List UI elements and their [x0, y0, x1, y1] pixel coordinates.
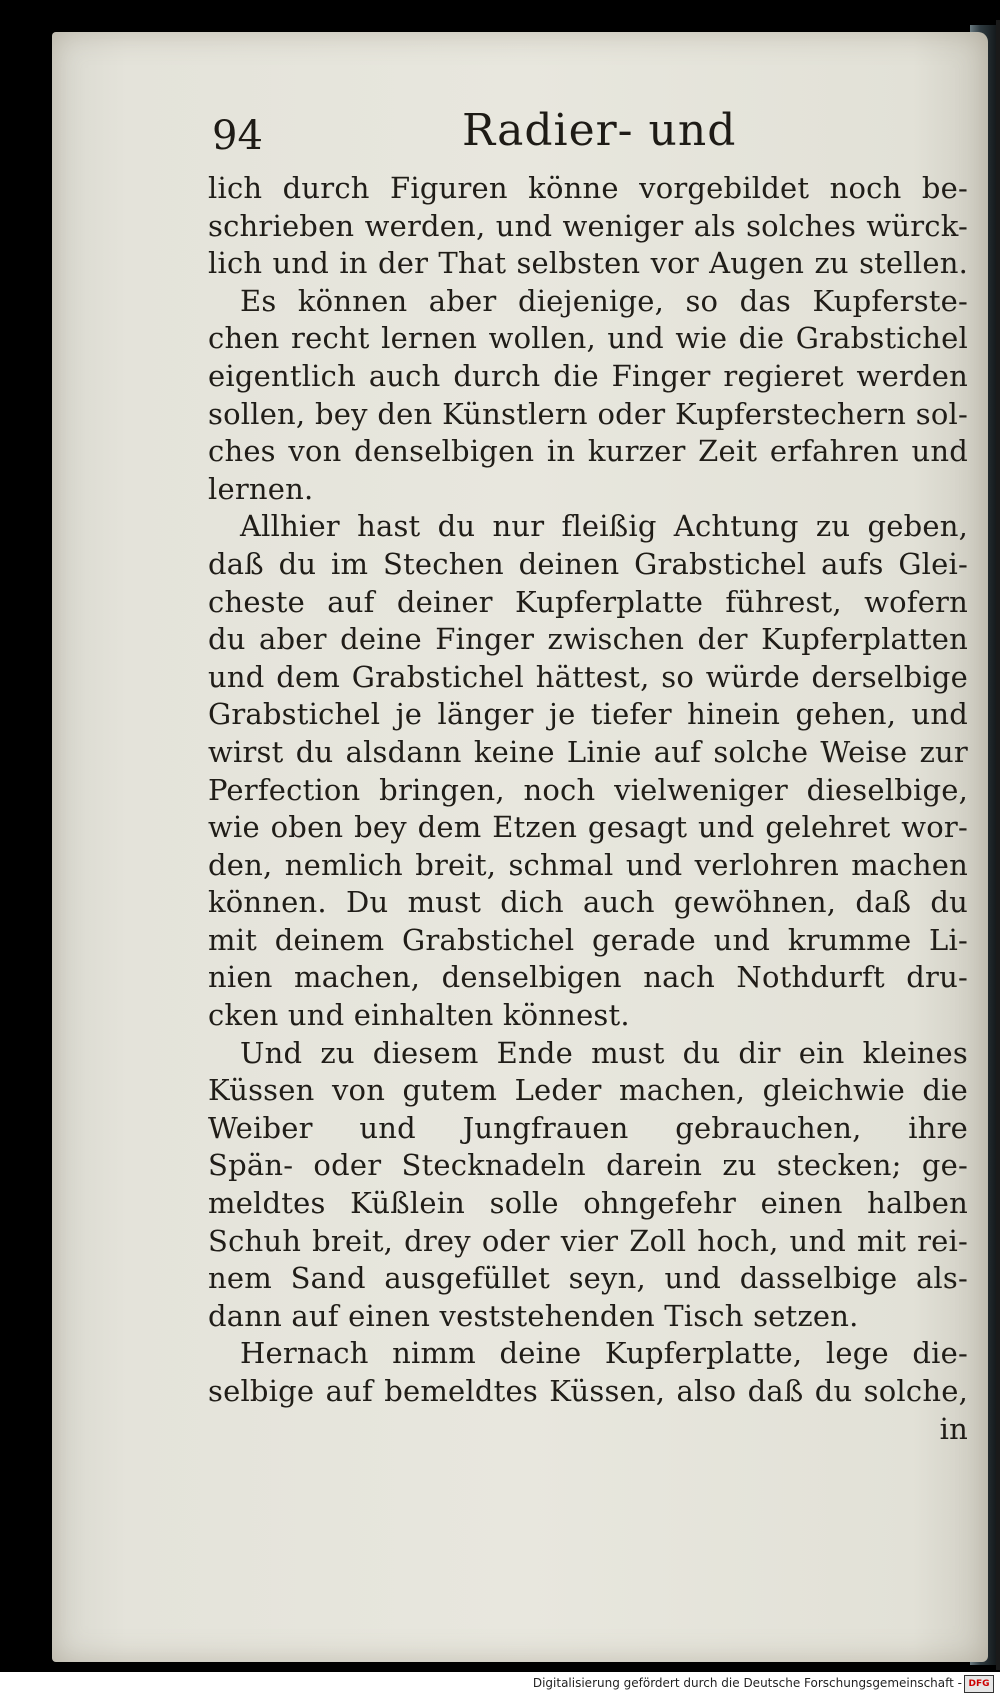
text-line: Weiber und Jungfrauen gebrauchen, ihre	[208, 1110, 968, 1145]
text-line: nem Sand ausgefüllet seyn, und dasselbige als-	[208, 1261, 968, 1296]
text-line: cheste auf deiner Kupferplatte führest, wofern	[208, 584, 968, 619]
text-line: Es können aber diejenige, so das Kupferste-	[240, 283, 968, 318]
funding-note: Digitalisierung gefördert durch die Deutsche Forschungsgemeinschaft -	[532, 1676, 962, 1690]
footer-bar	[0, 1672, 1000, 1696]
book-spine	[996, 20, 1000, 1670]
text-line: den, nemlich breit, schmal und verlohren machen	[208, 847, 968, 882]
text-line: Allhier hast du nur fleißig Achtung zu geben,	[240, 509, 968, 544]
text-line: Hernach nimm deine Kupferplatte, lege die-	[240, 1336, 968, 1371]
page-header	[200, 95, 980, 165]
page-number: 94	[212, 113, 263, 159]
paragraph	[208, 1035, 968, 1336]
text-line: in	[939, 1411, 968, 1446]
text-line: schrieben werden, und weniger als solches würck-	[208, 208, 968, 243]
text-line: nien machen, denselbigen nach Nothdurft dru-	[208, 960, 968, 995]
text-line: können. Du must dich auch gewöhnen, daß du	[208, 885, 968, 920]
text-line: lich durch Figuren könne vorgebildet noch be-	[208, 171, 968, 205]
text-line: lich und in der That selbsten vor Augen zu stellen.	[208, 246, 968, 281]
text-line: sollen, bey den Künstlern oder Kupferstechern sol-	[208, 396, 968, 431]
text-line: meldtes Küßlein solle ohngefehr einen halben	[208, 1186, 968, 1221]
text-line: Küssen von gutem Leder machen, gleichwie die	[208, 1073, 968, 1108]
text-body	[208, 170, 968, 1448]
text-line: wie oben bey dem Etzen gesagt und gelehret wor-	[208, 810, 968, 845]
text-line: lernen.	[208, 471, 314, 506]
text-line: wirst du alsdann keine Linie auf solche Weise zur	[208, 734, 968, 769]
text-line: dann auf einen veststehenden Tisch setzen.	[208, 1298, 859, 1333]
dfg-logo: DFG	[964, 1675, 994, 1693]
text-line: cken und einhalten könnest.	[208, 998, 630, 1033]
text-line: Spän- oder Stecknadeln darein zu stecken; ge-	[208, 1148, 968, 1183]
text-line: Schuh breit, drey oder vier Zoll hoch, und mit rei-	[208, 1223, 968, 1258]
text-line: daß du im Stechen deinen Grabstichel aufs Glei-	[208, 546, 968, 581]
text-line: Perfection bringen, noch vielweniger dieselbige,	[208, 772, 968, 807]
text-line: und dem Grabstichel hättest, so würde derselbige	[208, 659, 968, 694]
text-line: du aber deine Finger zwischen der Kupferplatten	[208, 622, 968, 657]
paragraph	[208, 170, 968, 283]
text-line: eigentlich auch durch die Finger regieret werden	[208, 358, 968, 393]
text-line: Und zu diesem Ende must du dir ein kleines	[240, 1035, 968, 1070]
text-line: selbige auf bemeldtes Küssen, also daß du solche,	[208, 1374, 968, 1408]
running-head: Radier- und	[462, 105, 737, 156]
paragraph	[208, 283, 968, 509]
paragraph	[208, 508, 968, 1034]
text-line: chen recht lernen wollen, und wie die Grabstichel	[208, 321, 968, 356]
text-line: mit deinem Grabstichel gerade und krumme Li-	[208, 922, 968, 957]
text-line: Grabstichel je länger je tiefer hinein gehen, und	[208, 697, 968, 732]
paragraph	[208, 1335, 968, 1448]
text-line: ches von denselbigen in kurzer Zeit erfahren und	[208, 434, 968, 469]
